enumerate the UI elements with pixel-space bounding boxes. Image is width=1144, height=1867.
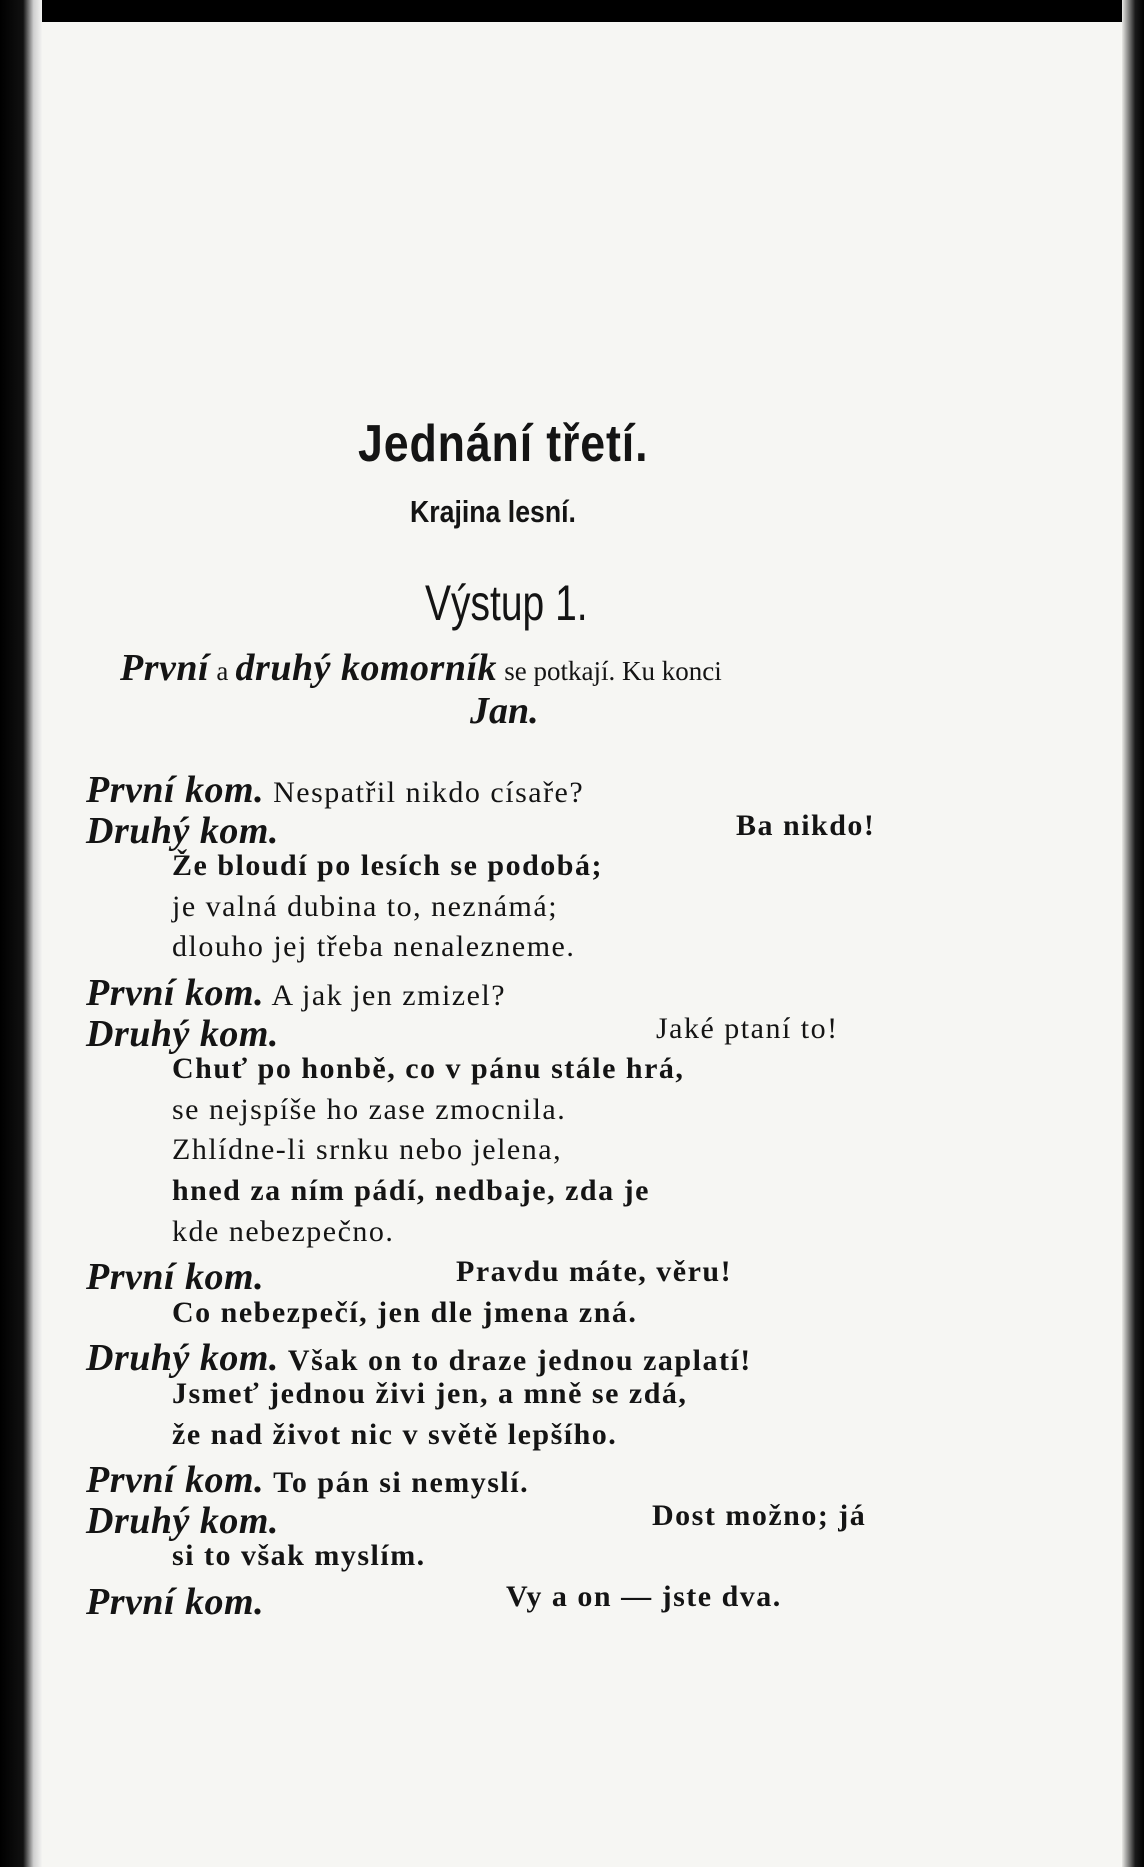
dialogue-line xyxy=(86,1580,926,1621)
verse-line: že nad život nic v světě lepšího. xyxy=(172,1417,618,1451)
verse-line: Zhlídne-li srnku nebo jelena, xyxy=(172,1133,563,1167)
character-name: Jan. xyxy=(470,690,539,732)
speaker-name: Druhý kom. xyxy=(86,809,279,852)
dialogue-line xyxy=(86,1458,926,1502)
speaker-name: Druhý kom. xyxy=(86,1499,279,1542)
direction-text: se potkají. Ku konci xyxy=(504,656,722,686)
verse-line: si to však myslím. xyxy=(172,1539,426,1573)
speech-text: Jaké ptaní to! xyxy=(656,1011,839,1045)
dialogue xyxy=(86,768,926,1623)
speech-text: Dost možno; já xyxy=(652,1498,867,1532)
speaker-name: Druhý kom. xyxy=(86,1337,279,1380)
verse-line: dlouho jej třeba nenalezneme. xyxy=(172,930,576,964)
speaker-name: Druhý kom. xyxy=(86,1012,279,1055)
dialogue-line xyxy=(86,1012,926,1053)
dialogue-line xyxy=(86,768,926,809)
speech-text: Však on to draze jednou zaplatí! xyxy=(287,1344,752,1378)
speaker-name: První kom. xyxy=(86,1459,265,1502)
speech-text: To pán si nemyslí. xyxy=(273,1466,530,1500)
speech-text: Nespatřil nikdo císaře? xyxy=(273,776,585,809)
scan-top-border xyxy=(0,0,1144,22)
speaker-name: První kom. xyxy=(86,1256,265,1299)
verse-line: je valná dubina to, neznámá; xyxy=(172,889,559,923)
dialogue-line xyxy=(86,1499,926,1540)
speech-text: Vy a on — jste dva. xyxy=(506,1579,782,1613)
character-name: První xyxy=(120,647,210,689)
dialogue-line xyxy=(86,971,926,1012)
verse-line: hned za ním pádí, nedbaje, zda je xyxy=(172,1173,650,1207)
scene-heading: Výstup 1. xyxy=(425,575,588,631)
character-name: druhý komorník xyxy=(235,647,498,689)
verse-line: se nejspíše ho zase zmocnila. xyxy=(172,1092,567,1126)
dialogue-line xyxy=(86,1336,926,1380)
verse-line: Že bloudí po lesích se podobá; xyxy=(172,849,603,883)
scan-right-border xyxy=(1122,0,1144,1867)
speech-text: Pravdu máte, věru! xyxy=(456,1255,733,1289)
speech-text: Ba nikdo! xyxy=(736,808,876,842)
speaker-name: První kom. xyxy=(86,1580,265,1623)
act-heading: Jednání třetí. xyxy=(358,415,649,473)
verse-line: Chuť po honbě, co v pánu stále hrá, xyxy=(172,1052,685,1086)
speaker-name: První kom. xyxy=(86,971,265,1014)
dialogue-line xyxy=(86,809,926,850)
conjunction: a xyxy=(216,656,229,686)
dialogue-line xyxy=(86,1255,926,1299)
setting-note: Krajina lesní. xyxy=(410,494,576,529)
verse-line: kde nebezpečno. xyxy=(172,1214,395,1248)
stage-direction xyxy=(120,648,920,731)
verse-line: Jsmeť jednou živi jen, a mně se zdá, xyxy=(172,1376,688,1410)
book-spine xyxy=(0,0,42,1867)
verse-line: Co nebezpečí, jen dle jmena zná. xyxy=(172,1295,638,1329)
speech-text: A jak jen zmizel? xyxy=(271,978,507,1012)
speaker-name: První kom. xyxy=(86,769,265,811)
